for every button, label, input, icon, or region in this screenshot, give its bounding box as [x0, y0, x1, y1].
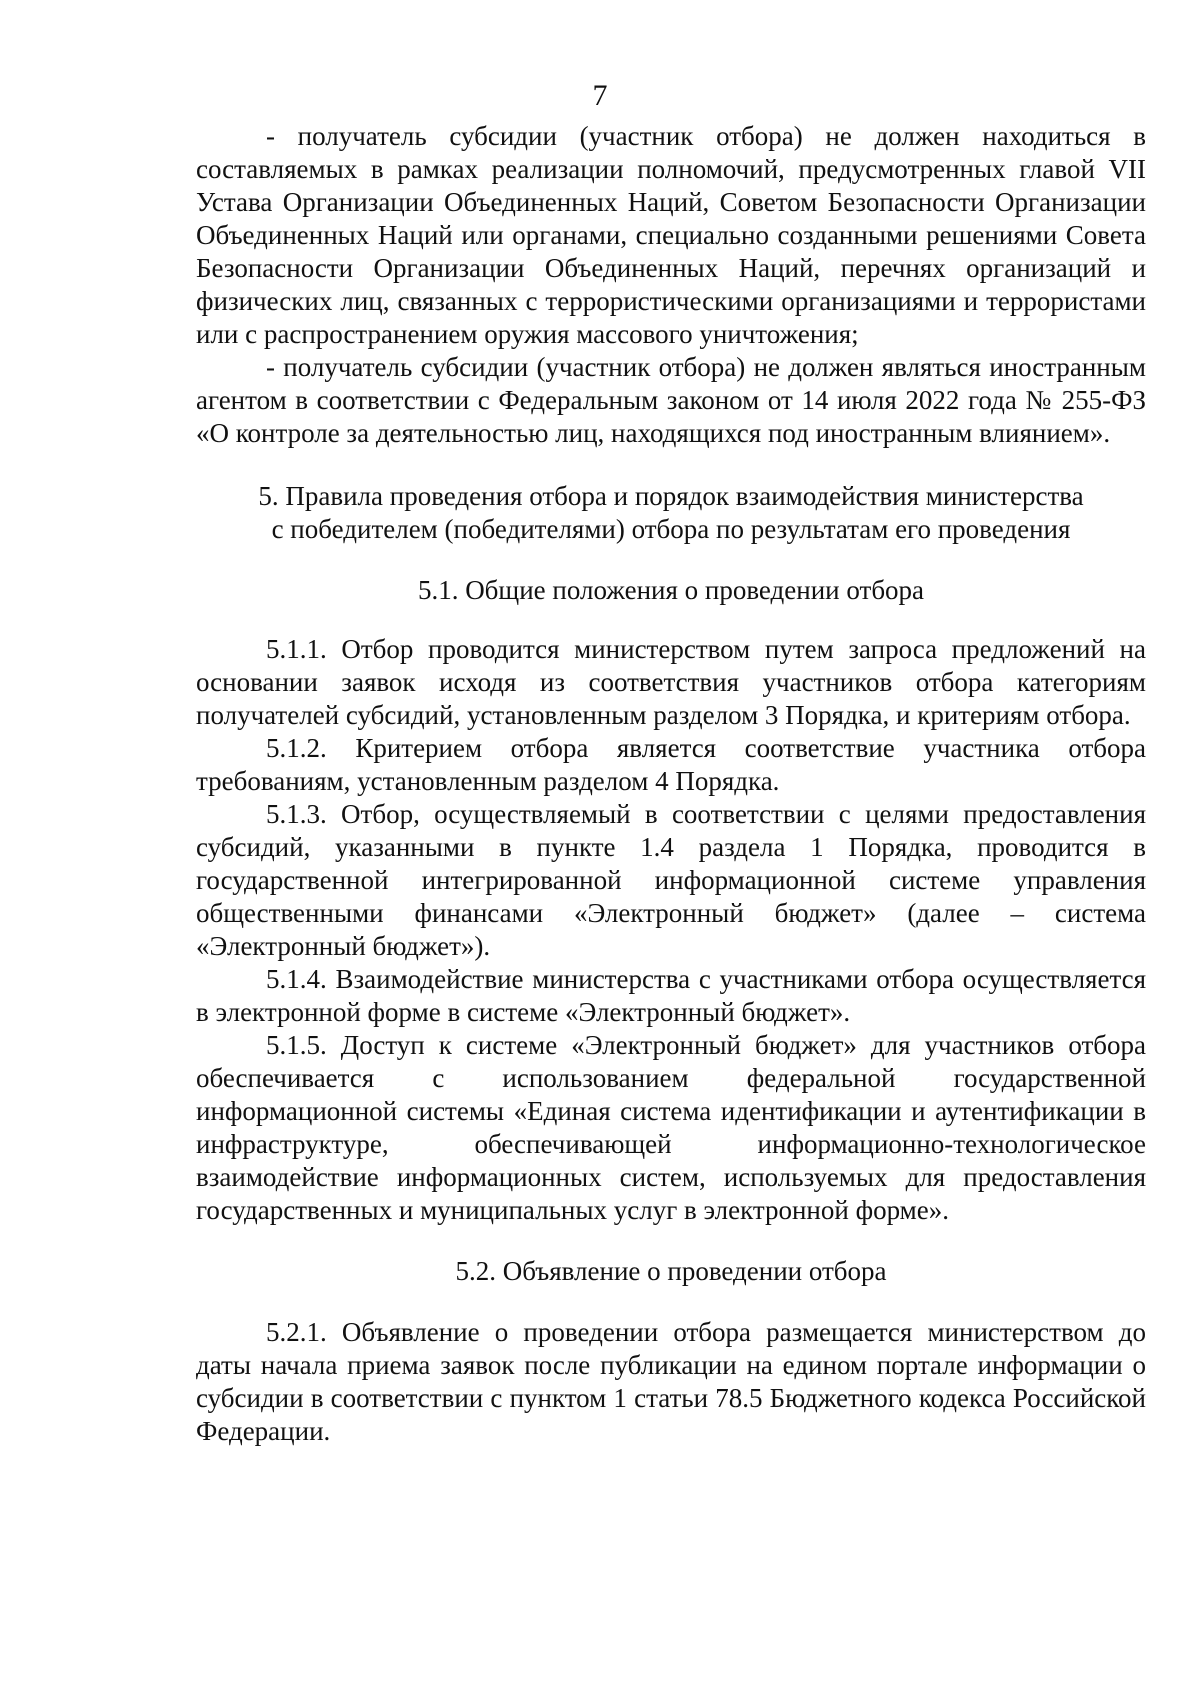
paragraph-5-1-3: 5.1.3. Отбор, осуществляемый в соответствии с целями предоставления субсидий, указанными в пункте 1.4 раздела 1 Порядка, проводится в государственной интегрированной информационной системе управления общественными финансами «Электронный бюджет» (далее – система «Электронный бюджет»).: [196, 799, 1146, 961]
paragraph-intro-2: - получатель субсидии (участник отбора) не должен являться иностранным агентом в соответствии с Федеральным законом от 14 июля 2022 года № 255-ФЗ «О контроле за деятельностью лиц, находящихся под иностранным влиянием».: [196, 352, 1146, 448]
section-5-2-title: 5.2. Объявление о проведении отбора: [455, 1256, 887, 1286]
paragraph-5-1-5: 5.1.5. Доступ к системе «Электронный бюджет» для участников отбора обеспечивается с использованием федеральной государственной информационной системы «Единая система идентификации и аутентификации в инфраструктуре, обеспечивающей информационно-технологическое взаимодействие информационных систем, используемых для предоставления государственных и муниципальных услуг в электронной форме».: [196, 1030, 1146, 1225]
spacer: [196, 450, 1146, 480]
spacer: [196, 1288, 1146, 1316]
paragraph-5-2-1: 5.2.1. Объявление о проведении отбора размещается министерством до даты начала приема заявок после публикации на едином портале информации о субсидии в соответствии с пунктом 1 статьи 78.5 Бюджетного кодекса Российской Федерации.: [196, 1317, 1146, 1446]
spacer: [196, 607, 1146, 633]
paragraph-5-1-1: 5.1.1. Отбор проводится министерством путем запроса предложений на основании заявок исходя из соответствия участников отбора категориям получателей субсидий, установленным разделом 3 Порядка, и критериям отбора.: [196, 634, 1146, 730]
section-5-title-line-2: с победителем (победителями) отбора по результатам его проведения: [271, 514, 1071, 544]
document-body: [196, 120, 1146, 1448]
section-5-title-line-1: 5. Правила проведения отбора и порядок взаимодействия министерства: [258, 481, 1084, 511]
spacer: [196, 546, 1146, 574]
paragraph-intro-1: - получатель субсидии (участник отбора) не должен находиться в составляемых в рамках реализации полномочий, предусмотренных главой VII Устава Организации Объединенных Наций, Советом Безопасности Организации Объединенных Наций или органами, специально созданными решениями Совета Безопасности Организации Объединенных Наций, перечнях организаций и физических лиц, связанных с террористическими организациями и террористами или с распространением оружия массового уничтожения;: [196, 121, 1146, 349]
paragraph-5-1-4: 5.1.4. Взаимодействие министерства с участниками отбора осуществляется в электронной форме в системе «Электронный бюджет».: [196, 964, 1146, 1027]
spacer: [196, 1227, 1146, 1255]
paragraph-5-1-2: 5.1.2. Критерием отбора является соответствие участника отбора требованиям, установленным разделом 4 Порядка.: [196, 733, 1146, 796]
section-5-1-title: 5.1. Общие положения о проведении отбора: [417, 575, 925, 605]
page-number: 7: [592, 79, 608, 112]
